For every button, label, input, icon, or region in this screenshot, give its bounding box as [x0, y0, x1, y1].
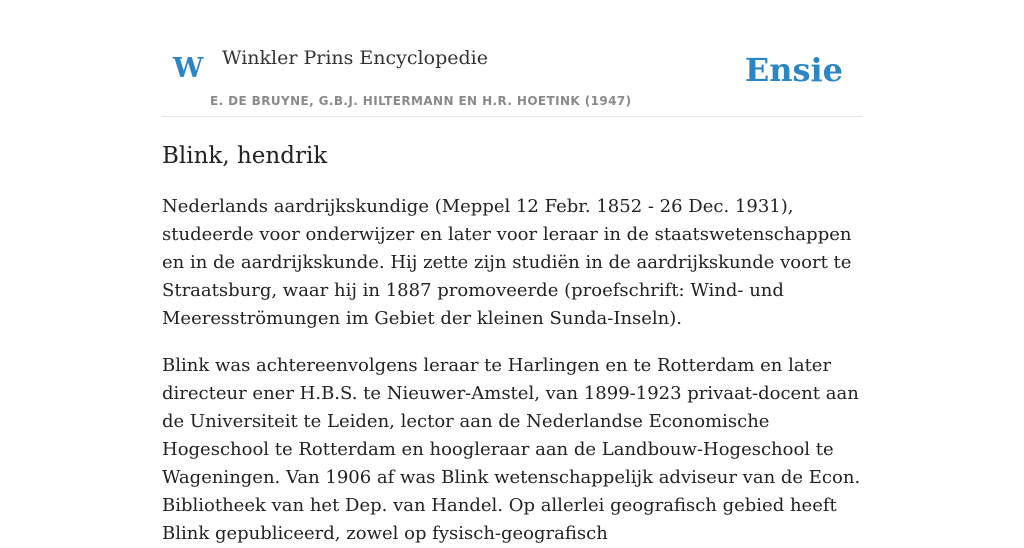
article-paragraph: Nederlands aardrijkskundige (Meppel 12 Febr. 1852 - 26 Dec. 1931), studeerde voor onderwijzer en later voor leraar in de staatswetenschappen en in de aardrijkskunde. Hij zette zijn studiën in de aardrijkskunde voort te Straatsburg, waar hij in 1887 promoveerde (proefschrift: Wind- und Meeresströmungen im Gebiet der kleinen Sunda-Inseln).: [162, 196, 852, 329]
content-container: [162, 0, 862, 548]
article: [162, 141, 862, 548]
authors-line: E. DE BRUYNE, G.B.J. HILTERMANN EN H.R. HOETINK (1947): [210, 94, 632, 108]
site-header: [162, 0, 862, 117]
article-title: Blink, hendrik: [162, 143, 328, 169]
winkler-prins-logo[interactable]: W: [173, 53, 204, 84]
ensie-logo[interactable]: Ensie: [744, 51, 843, 89]
article-paragraph: Blink was achtereenvolgens leraar te Harlingen en te Rotterdam en later directeur ener H.B.S. te Nieuwer-Amstel, van 1899-1923 privaat-docent aan de Universiteit te Leiden, lector aan de Nederlandse Economische Hogeschool te Rotterdam en hoogleraar aan de Landbouw-Hogeschool te Wageningen. Van 1906 af was Blink wetenschappelijk adviseur van de Econ. Bibliotheek van het Dep. van Handel. Op allerlei geografisch gebied heeft Blink gepubliceerd, zowel op fysisch-geografisch: [162, 355, 861, 544]
site-title[interactable]: Winkler Prins Encyclopedie: [222, 47, 488, 69]
